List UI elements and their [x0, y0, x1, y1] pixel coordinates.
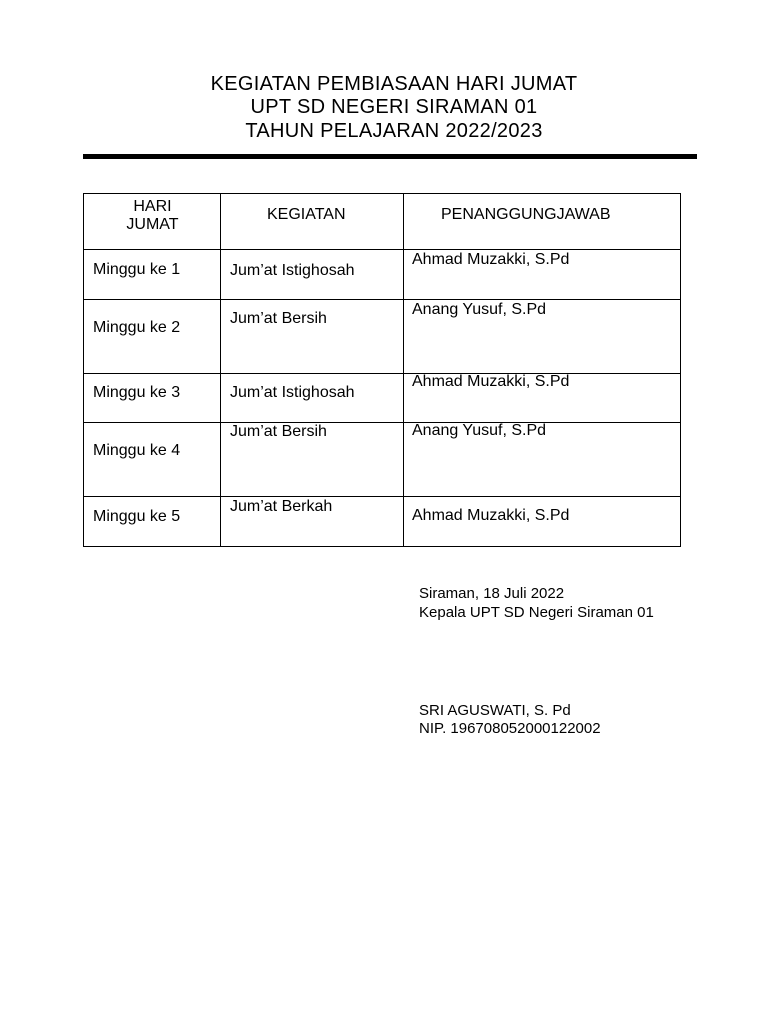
row-2-penanggungjawab: Anang Yusuf, S.Pd [412, 301, 547, 318]
row-1-kegiatan: Jum’at Istighosah [230, 262, 355, 279]
signature-position: Kepala UPT SD Negeri Siraman 01 [419, 604, 654, 621]
row-4-penanggungjawab: Anang Yusuf, S.Pd [412, 422, 547, 439]
row-2-kegiatan: Jum’at Bersih [230, 310, 327, 327]
header-cell-penanggungjawab [404, 194, 681, 250]
table-row [84, 423, 681, 497]
document-title-line-1: KEGIATAN PEMBIASAAN HARI JUMAT [210, 73, 578, 95]
row-4-kegiatan: Jum’at Bersih [230, 423, 327, 440]
header-hari-line-1: HARI [133, 198, 172, 215]
header-divider [83, 154, 697, 159]
row-4-hari: Minggu ke 4 [93, 442, 181, 459]
row-5-kegiatan: Jum’at Berkah [230, 498, 333, 515]
header-kegiatan: KEGIATAN [267, 206, 346, 223]
document-title-line-3: TAHUN PELAJARAN 2022/2023 [245, 120, 543, 142]
schedule-table [83, 193, 681, 547]
row-1-hari: Minggu ke 1 [93, 261, 181, 278]
table-row [84, 250, 681, 300]
document-title-line-2: UPT SD NEGERI SIRAMAN 01 [250, 96, 538, 118]
table-row [84, 300, 681, 374]
header-cell-hari-jumat [84, 194, 221, 250]
header-hari-line-2: JUMAT [126, 216, 179, 233]
row-5-hari: Minggu ke 5 [93, 508, 181, 525]
signature-name: SRI AGUSWATI, S. Pd [419, 702, 571, 719]
signature-nip: NIP. 196708052000122002 [419, 720, 601, 737]
signature-place-date: Siraman, 18 Juli 2022 [419, 585, 565, 602]
table-row [84, 497, 681, 547]
header-cell-kegiatan [221, 194, 404, 250]
row-3-kegiatan: Jum’at Istighosah [230, 384, 355, 401]
row-1-penanggungjawab: Ahmad Muzakki, S.Pd [412, 251, 570, 268]
row-5-penanggungjawab: Ahmad Muzakki, S.Pd [412, 507, 570, 524]
row-3-hari: Minggu ke 3 [93, 384, 181, 401]
row-3-penanggungjawab: Ahmad Muzakki, S.Pd [412, 373, 570, 390]
row-2-hari: Minggu ke 2 [93, 319, 181, 336]
header-penanggungjawab: PENANGGUNGJAWAB [441, 206, 611, 223]
table-row [84, 374, 681, 423]
table-header-row [84, 194, 681, 250]
